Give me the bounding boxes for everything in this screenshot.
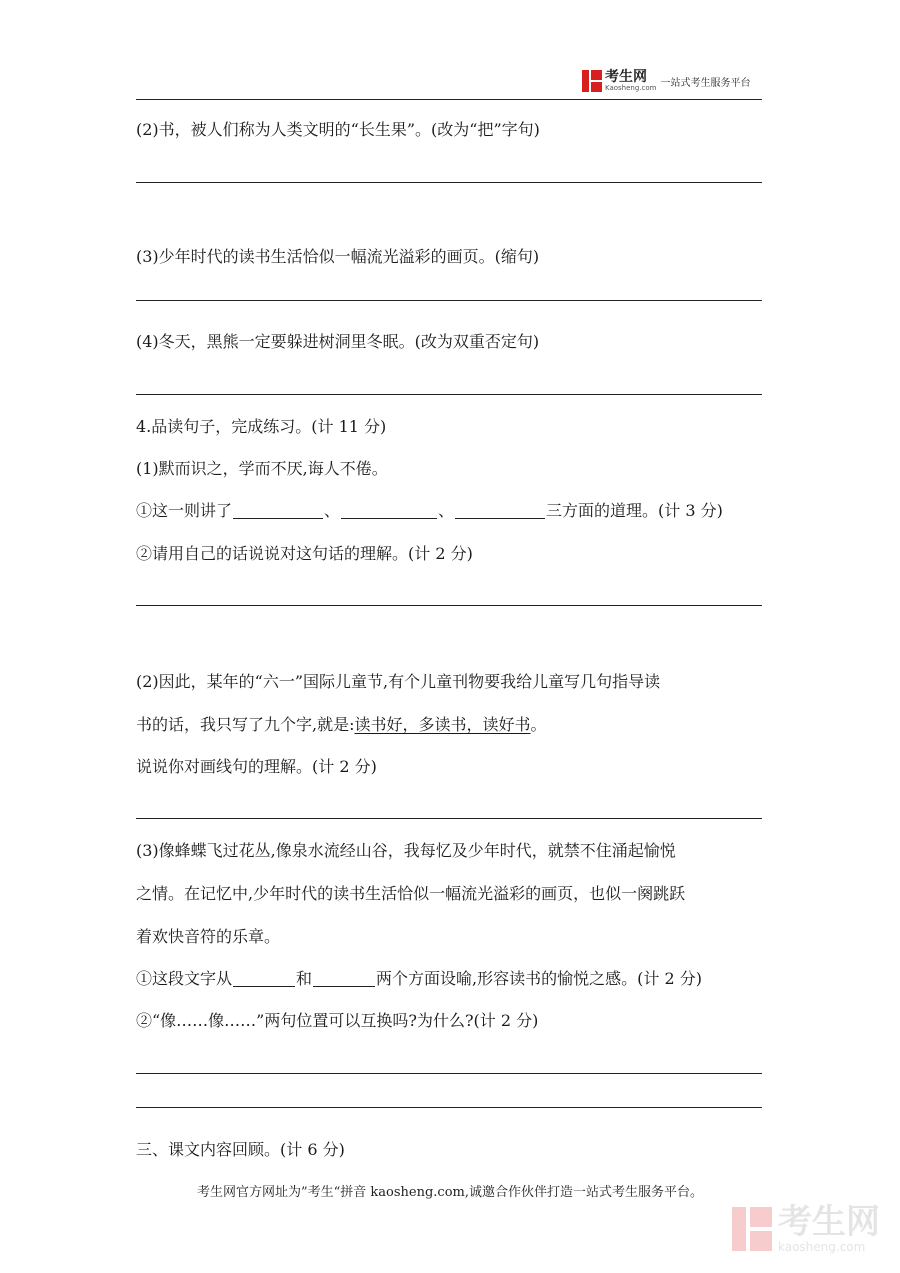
- fill-blank[interactable]: [313, 970, 375, 987]
- q4-part1-quote: (1)默而识之，学而不厌,诲人不倦。: [136, 459, 388, 478]
- q4-part3-line3: 着欢快音符的乐章。: [136, 927, 281, 946]
- sub1-suffix: 三方面的道理。(计 3 分): [546, 501, 723, 520]
- q3-item-3: (3)少年时代的读书生活恰似一幅流光溢彩的画页。(缩句): [136, 247, 540, 266]
- fill-blank[interactable]: [233, 970, 295, 987]
- footer-watermark: [732, 1202, 880, 1254]
- answer-line: [136, 394, 762, 395]
- q4-part3-sub1: [136, 968, 702, 990]
- answer-line: [136, 182, 762, 183]
- answer-line: [136, 605, 762, 606]
- underlined-sentence: 读书好，多读书，读好书: [354, 715, 531, 734]
- answer-line: [136, 1073, 762, 1074]
- answer-line: [136, 1107, 762, 1108]
- fill-blank[interactable]: [233, 502, 323, 519]
- sub1-suffix: 两个方面设喻,形容读书的愉悦之感。(计 2 分): [376, 969, 702, 988]
- q3-item-2: (2)书，被人们称为人类文明的“长生果”。(改为“把”字句): [136, 120, 540, 139]
- q3-item-4: (4)冬天，黑熊一定要躲进树洞里冬眠。(改为双重否定句): [136, 332, 540, 351]
- q4-part1-sub1: [136, 500, 723, 522]
- line2-suffix: 。: [530, 715, 547, 734]
- logo-slogan: 一站式考生服务平台: [660, 77, 751, 89]
- sub1-prefix: ①这一则讲了: [136, 501, 233, 520]
- sub1-prefix: ①这段文字从: [136, 969, 233, 988]
- watermark-name: 考生网: [778, 1202, 880, 1242]
- kaosheng-logo-icon: [582, 70, 602, 92]
- q4-part3-line1: (3)像蜂蝶飞过花丛,像泉水流经山谷，我每忆及少年时代，就禁不住涌起愉悦: [136, 841, 676, 860]
- kaosheng-watermark-icon: [732, 1207, 772, 1251]
- answer-line: [136, 818, 762, 819]
- q4-part1-sub2: ②请用自己的话说说对这句话的理解。(计 2 分): [136, 544, 473, 563]
- fill-blank[interactable]: [455, 502, 545, 519]
- q4-title: 4.品读句子，完成练习。(计 11 分): [136, 417, 387, 436]
- q4-part3-sub2: ②“像……像……”两句位置可以互换吗?为什么?(计 2 分): [136, 1011, 539, 1030]
- section3-title: 三、课文内容回顾。(计 6 分): [136, 1140, 345, 1159]
- fill-blank[interactable]: [341, 502, 437, 519]
- q4-part2-question: 说说你对画线句的理解。(计 2 分): [136, 757, 377, 776]
- header-rule: [136, 99, 762, 100]
- header-logo: [582, 68, 751, 94]
- line2-prefix: 书的话，我只写了九个字,就是:: [136, 715, 355, 734]
- separator: 、: [438, 501, 455, 520]
- q4-part2-line2: [136, 714, 547, 736]
- footer-text: 考生网官方网址为”考生“拼音 kaosheng.com,诚邀合作伙伴打造一站式考生服务平台。: [196, 1185, 703, 1200]
- logo-name: 考生网: [605, 69, 647, 85]
- answer-line: [136, 300, 762, 301]
- q4-part3-line2: 之情。在记忆中,少年时代的读书生活恰似一幅流光溢彩的画页，也似一阕跳跃: [136, 884, 686, 903]
- watermark-domain: kaosheng.com: [778, 1240, 866, 1254]
- separator: 、: [324, 501, 341, 520]
- logo-domain: Kaosheng.com: [605, 84, 657, 92]
- sub1-mid: 和: [296, 969, 313, 988]
- q4-part2-line1: (2)因此，某年的“六一”国际儿童节,有个儿童刊物要我给儿童写几句指导读: [136, 672, 661, 691]
